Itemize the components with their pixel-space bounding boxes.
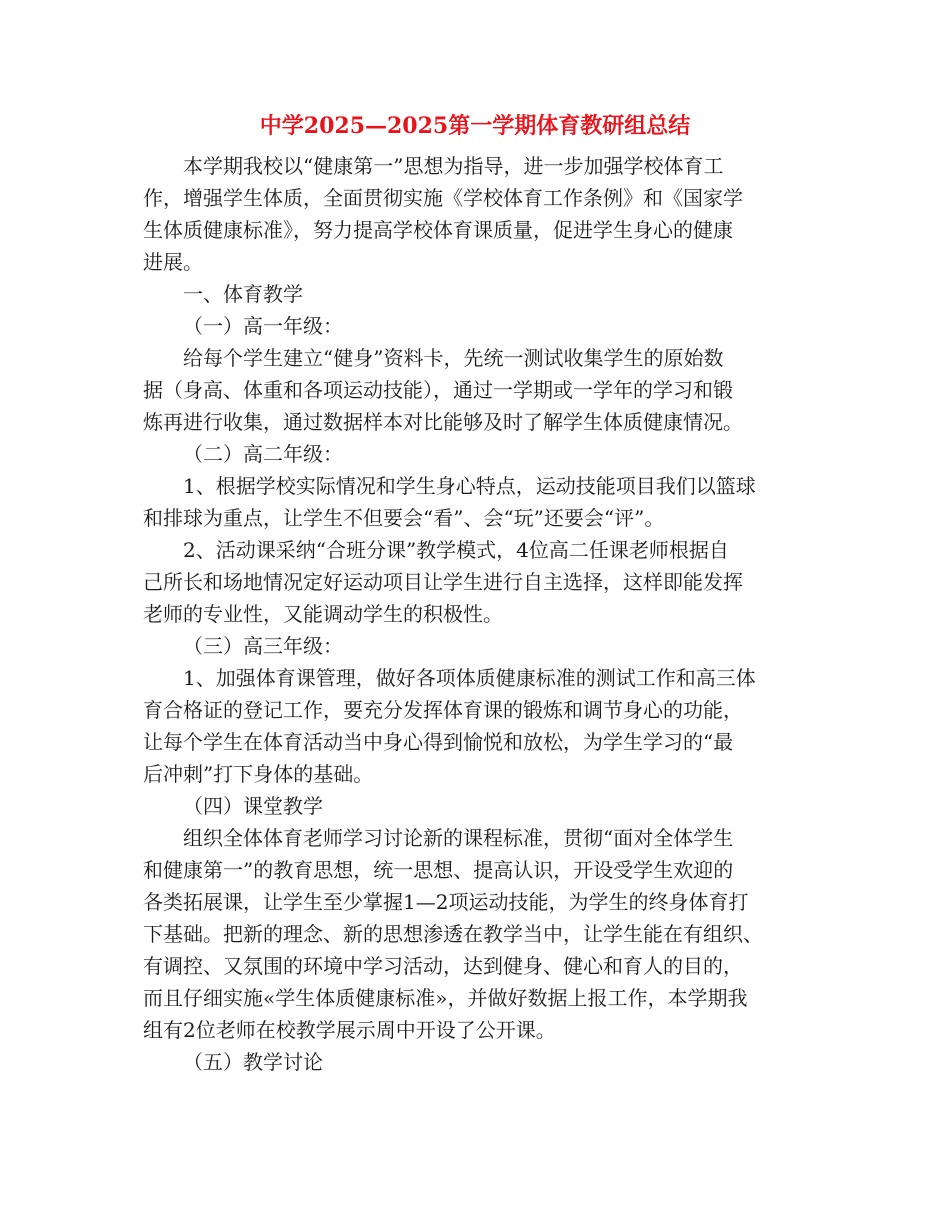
paragraph-line: 据（身高、体重和各项运动技能），通过一学期或一学年的学习和锻: [143, 378, 733, 402]
paragraph-line: 1、加强体育课管理，做好各项体质健康标准的测试工作和高三体: [183, 666, 756, 690]
heading-line: （四）课堂教学: [183, 794, 323, 818]
heading-line: （一）高一年级：: [183, 314, 343, 338]
paragraph-line: 进展。: [143, 250, 203, 274]
paragraph-line: 各类拓展课，让学生至少掌握1—2项运动技能，为学生的终身体育打: [143, 890, 749, 914]
subheading-grade-11: [143, 438, 807, 470]
paragraph-line: 和排球为重点，让学生不但要会“看”、会“玩”还要会“评”。: [143, 506, 665, 530]
paragraph-line: 后冲刺”打下身体的基础。: [143, 762, 374, 786]
heading-line: （二）高二年级：: [183, 442, 343, 466]
subheading-classroom-teaching: [143, 790, 807, 822]
paragraph-line: 下基础。把新的理念、新的思想渗透在教学当中，让学生能在有组织、: [143, 922, 763, 946]
paragraph-line: 己所长和场地情况定好运动项目让学生进行自主选择，这样即能发挥: [143, 570, 743, 594]
grade-11-item-2: [143, 534, 807, 630]
paragraph-line: 育合格证的登记工作，要充分发挥体育课的锻炼和调节身心的功能，: [143, 698, 743, 722]
section-heading-teaching: [143, 278, 807, 310]
paragraph-line: 而且仔细实施«学生体质健康标准»，并做好数据上报工作，本学期我: [143, 986, 748, 1010]
document-page: [143, 108, 807, 1078]
paragraph-line: 炼再进行收集，通过数据样本对比能够及时了解学生体质健康情况。: [143, 410, 743, 434]
subheading-teaching-discussion: [143, 1046, 807, 1078]
heading-line: 一、体育教学: [183, 282, 303, 306]
subheading-grade-10: [143, 310, 807, 342]
paragraph-line: 给每个学生建立“健身”资料卡，先统一测试收集学生的原始数: [183, 346, 724, 370]
heading-line: （五）教学讨论: [183, 1050, 323, 1074]
paragraph-line: 让每个学生在体育活动当中身心得到愉悦和放松，为学生学习的“最: [143, 730, 734, 754]
paragraph-line: 组有2位老师在校教学展示周中开设了公开课。: [143, 1018, 556, 1042]
paragraph-line: 生体质健康标准》，努力提高学校体育课质量，促进学生身心的健康: [143, 218, 733, 242]
heading-line: （三）高三年级：: [183, 634, 343, 658]
classroom-teaching-paragraph: [143, 822, 807, 1046]
paragraph-line: 2、活动课采纳“合班分课”教学模式，4位高二任课老师根据自: [183, 538, 729, 562]
intro-paragraph: [143, 150, 807, 278]
paragraph-line: 组织全体体育老师学习讨论新的课程标准，贯彻“面对全体学生: [183, 826, 734, 850]
paragraph-line: 有调控、又氛围的环境中学习活动，达到健身、健心和育人的目的，: [143, 954, 743, 978]
document-title: 中学2025—2025第一学期体育教研组总结: [259, 113, 691, 139]
paragraph-line: 作，增强学生体质，全面贯彻实施《学校体育工作条例》和《国家学: [143, 186, 743, 210]
paragraph-line: 和健康第一”的教育思想，统一思想、提高认识，开设受学生欢迎的: [143, 858, 734, 882]
grade-10-paragraph: [143, 342, 807, 438]
grade-12-item-1: [143, 662, 807, 790]
paragraph-line: 1、根据学校实际情况和学生身心特点，运动技能项目我们以篮球: [183, 474, 756, 498]
subheading-grade-12: [143, 630, 807, 662]
grade-11-item-1: [143, 470, 807, 534]
paragraph-line: 本学期我校以“健康第一”思想为指导，进一步加强学校体育工: [183, 154, 724, 178]
paragraph-line: 老师的专业性，又能调动学生的积极性。: [143, 602, 503, 626]
